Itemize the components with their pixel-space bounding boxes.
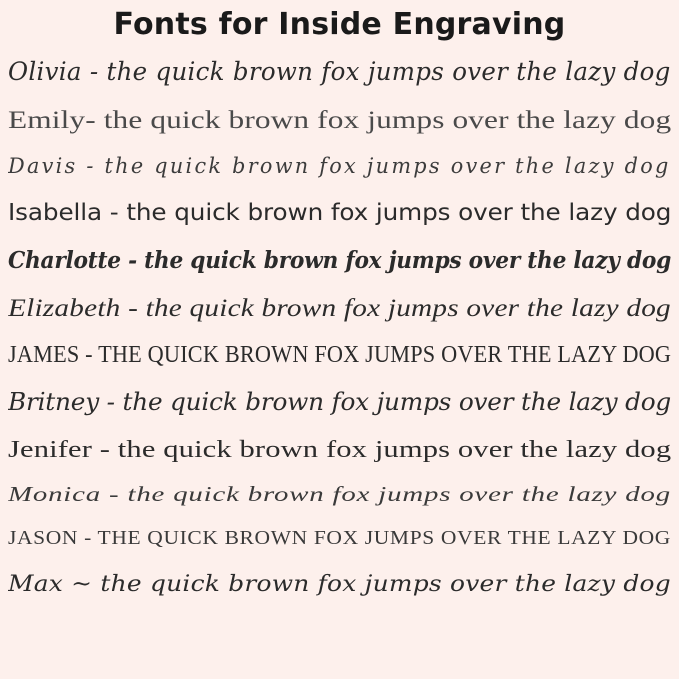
font-sample-row [8, 472, 671, 516]
font-sample-text-isabella: Isabella - the quick brown fox jumps over the lazy dog [8, 200, 671, 226]
font-sample-row [8, 190, 671, 237]
font-sample-row [8, 284, 671, 331]
font-sample-text-jenifer: Jenifer - the quick brown fox jumps over the lazy dog [8, 437, 671, 463]
font-sample-list [8, 49, 671, 675]
font-sample-row [8, 560, 671, 608]
font-sample-text-elizabeth: Elizabeth - the quick brown fox jumps over the lazy dog [8, 295, 671, 322]
font-sample-text-emily: Emily- the quick brown fox jumps over the lazy dog [8, 107, 671, 134]
font-sample-row [8, 331, 671, 378]
font-sample-text-charlotte: Charlotte - the quick brown fox jumps over the lazy dog [8, 247, 671, 274]
font-sample-text-monica: Monica - the quick brown fox jumps over the lazy dog [8, 482, 671, 506]
font-sample-text-olivia: Olivia - the quick brown fox jumps over the lazy dog [8, 57, 671, 86]
font-sample-text-britney: Britney - the quick brown fox jumps over the lazy dog [8, 388, 671, 416]
page-title: Fonts for Inside Engraving [113, 7, 566, 42]
font-sample-row [8, 516, 671, 560]
font-sample-text-jason: JASON - THE QUICK BROWN FOX JUMPS OVER THE LAZY DOG [8, 527, 671, 549]
font-sample-text-davis: Davis - the quick brown fox jumps over the lazy dog [8, 154, 671, 178]
font-sample-text-james: JAMES - THE QUICK BROWN FOX JUMPS OVER THE LAZY DOG [8, 342, 671, 368]
font-sample-row [8, 96, 671, 143]
font-sample-row [8, 237, 671, 284]
font-sample-row [8, 425, 671, 472]
font-sample-text-max: Max ~ the quick brown fox jumps over the lazy dog [8, 572, 671, 597]
font-sample-row [8, 378, 671, 425]
font-sample-row [8, 49, 671, 96]
font-sample-row [8, 143, 671, 190]
